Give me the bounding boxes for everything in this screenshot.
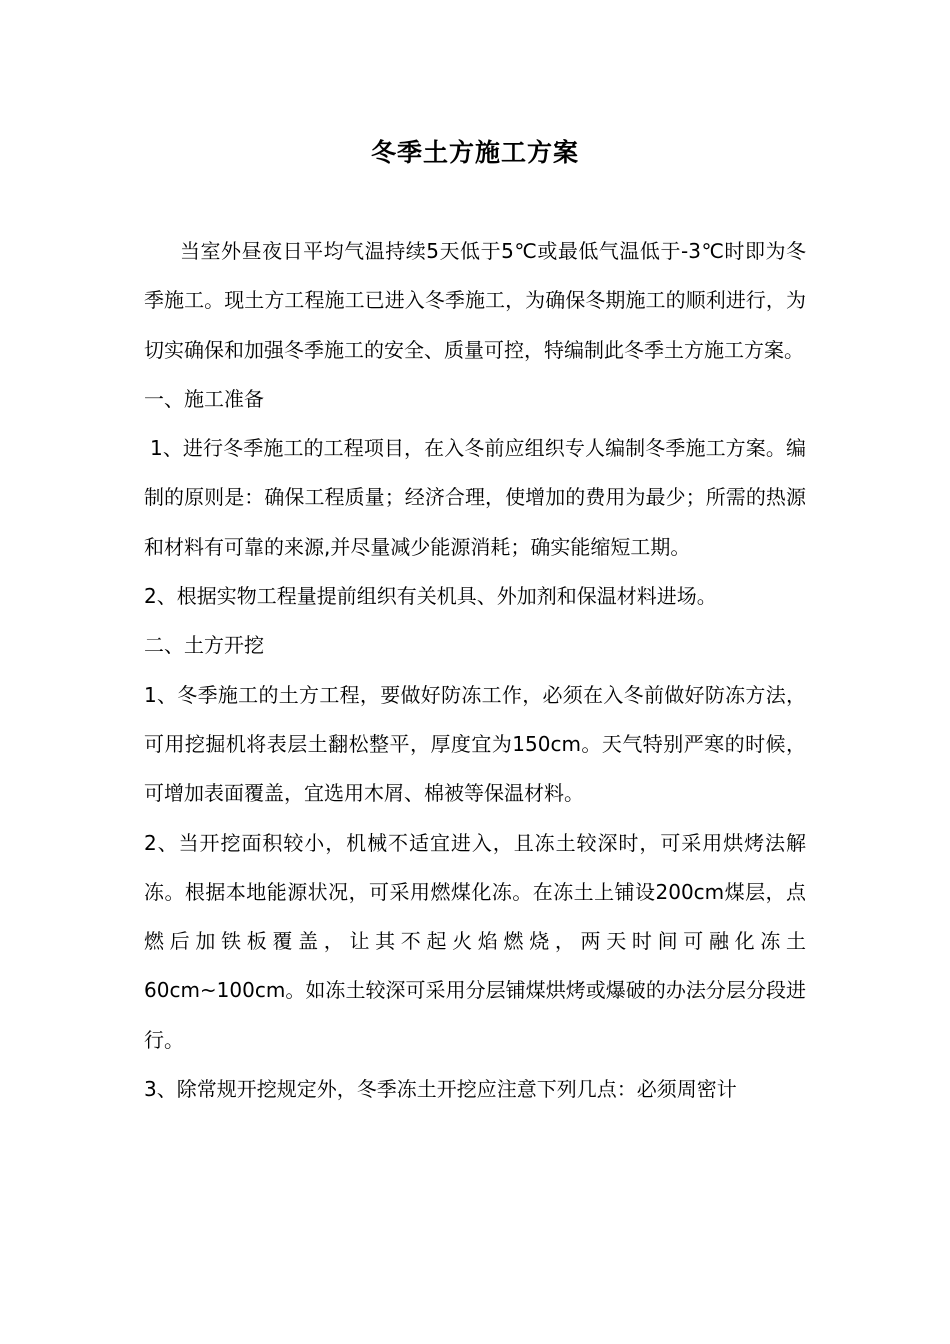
document-title: 冬季土方施工方案 xyxy=(370,138,579,167)
document-body xyxy=(144,227,806,1114)
excavation-item-1: 1、冬季施工的土方工程，要做好防冻工作，必须在入冬前做好防冻方法，可用挖掘机将表层土翻松整平，厚度宜为150cm。天气特别严寒的时候，可增加表面覆盖，宜选用木屑、棉被等保温材料。 xyxy=(144,682,806,806)
preparation-item-1: 1、进行冬季施工的工程项目，在入冬前应组织专人编制冬季施工方案。编制的原则是：确保工程质量；经济合理，使增加的费用为最少；所需的热源和材料有可靠的来源,并尽量减少能源消耗；确实能缩短工期。 xyxy=(144,436,806,559)
preparation-item-2: 2、根据实物工程量提前组织有关机具、外加剂和保温材料进场。 xyxy=(144,584,717,609)
section-heading-excavation: 二、土方开挖 xyxy=(144,633,264,658)
excavation-item-2: 2、当开挖面积较小，机械不适宜进入，且冻土较深时，可采用烘烤法解冻。根据本地能源状况，可采用燃煤化冻。在冻土上铺设200cm煤层，点燃后加铁板覆盖，让其不起火焰燃烧，两天时间可融化冻土60cm~100cm。如冻土较深可采用分层铺煤烘烤或爆破的办法分层分段进行。 xyxy=(144,830,806,1052)
intro-paragraph: 当室外昼夜日平均气温持续5天低于5℃或最低气温低于-3℃时即为冬季施工。现土方工程施工已进入冬季施工，为确保冬期施工的顺利进行，为切实确保和加强冬季施工的安全、质量可控，特编制此冬季土方施工方案。 xyxy=(144,239,806,362)
section-heading-preparation: 一、施工准备 xyxy=(144,386,264,411)
excavation-item-3: 3、除常规开挖规定外，冬季冻土开挖应注意下列几点：必须周密计 xyxy=(144,1077,737,1102)
